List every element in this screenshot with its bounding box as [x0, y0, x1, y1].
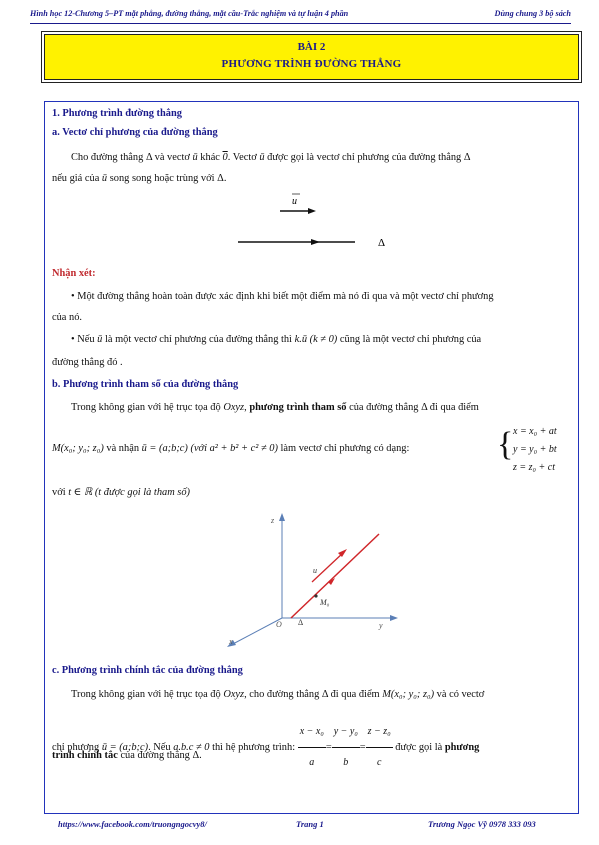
eq-y: y = y₀ + bt: [513, 444, 557, 455]
y-label: y: [379, 621, 383, 630]
footer-page-number: Trang 1: [296, 819, 324, 829]
lesson-title: PHƯƠNG TRÌNH ĐƯỜNG THẲNG: [221, 58, 402, 70]
delta-symbol: Δ: [145, 152, 153, 163]
remark-2-cont: đường thẳng đó .: [52, 357, 123, 368]
header-left: Hình học 12-Chương 5–PT mặt phẳng, đường thẳng, mặt cầu-Trắc nghiệm và tự luận 4 phần: [30, 9, 349, 18]
fraction-y: [332, 717, 360, 778]
numerator: y − y₀: [332, 717, 360, 748]
direction-vector-figure: [230, 192, 410, 252]
text: của đường thẳng Δ.: [120, 750, 202, 761]
numerator: z − z₀: [366, 717, 393, 748]
k-condition: (k ≠ 0): [309, 334, 338, 345]
text: nếu giá của: [52, 173, 100, 184]
text: được gọi là vectơ chỉ phương của đường thẳng: [267, 152, 462, 163]
para-a-line1: [71, 151, 471, 165]
header-divider: [30, 23, 571, 24]
m0-label: M₀: [320, 598, 330, 607]
text: và vectơ: [154, 152, 190, 163]
text: và nhận: [106, 443, 140, 454]
line-delta: [291, 534, 379, 618]
para-a-line2: nếu giá của ū song song hoặc trùng với Δ.: [52, 173, 227, 184]
point-m0: M(x₀; y₀; z₀): [382, 689, 435, 700]
remark-2: [71, 333, 481, 347]
title-box: [44, 34, 579, 80]
remark-1-cont: của nó.: [52, 312, 83, 323]
para-b-line1: [71, 401, 479, 415]
section-c-heading: c. Phương trình chính tắc của đường thẳng: [52, 665, 243, 676]
text: cũng là một vectơ chỉ phương của: [339, 334, 482, 345]
remark-1: • Một đường thẳng hoàn toàn được xác định khi biết một điểm mà nó đi qua và một vectơ chỉ phương: [71, 291, 494, 302]
text: ,: [244, 402, 247, 413]
k-u-expression: k.ū: [294, 334, 308, 345]
u-vector-def: ū = (a;b;c): [101, 741, 149, 753]
para-c-line2: chỉ phương ū = (a;b;c). Nếu a.b.c ≠ 0 thì hệ phương trình: $\frac{\text{x − x₀}}{a}$ = $\frac{\text{y − y₀}}{b}$ = $\frac{\text{z − z₀}}{c}$ được gọi là phương: [52, 717, 479, 778]
denominator: b: [343, 757, 349, 768]
oxyz-line-figure: [225, 510, 405, 655]
fraction-x: [298, 717, 326, 778]
delta-symbol: Δ: [463, 152, 471, 163]
text: chỉ phương: [52, 741, 100, 753]
section-1-heading: 1. Phương trình đường thẳng: [52, 108, 182, 119]
para-b-line2: [52, 442, 409, 456]
para-c-line1: [71, 688, 484, 702]
section-b-heading: b. Phương trình tham số của đường thẳng: [52, 379, 239, 390]
text: . Nếu: [148, 741, 171, 753]
u-vector-def: ū = (a;b;c): [141, 443, 188, 454]
text: • Nếu: [71, 334, 95, 345]
u-label: u: [313, 566, 317, 575]
nonzero-condition: (với a² + b² + c² ≠ 0): [190, 443, 278, 454]
zero-vector: 0: [222, 152, 228, 163]
numerator: x − x₀: [298, 717, 326, 748]
eq-x: x = x₀ + at: [513, 426, 557, 437]
arrow-head: [308, 208, 316, 214]
u-vector: ū: [192, 152, 198, 163]
text: và có vectơ: [436, 689, 485, 700]
u-vector: ū: [97, 334, 103, 345]
delta-label: Δ: [298, 618, 304, 627]
bold-term: phương trình tham số: [249, 402, 347, 413]
t-real: t ∈ ℝ: [68, 487, 93, 498]
text: . Vectơ: [227, 152, 257, 163]
bold-term: phương: [444, 741, 480, 753]
oxyz-symbol: Oxyz: [223, 402, 245, 413]
text: Trong không gian với hệ trục tọa độ: [71, 689, 221, 700]
denominator: a: [309, 757, 315, 768]
text: với: [52, 487, 66, 498]
text: làm vectơ chỉ phương có dạng:: [280, 443, 410, 454]
origin-label: O: [276, 620, 282, 629]
u-label: u: [292, 196, 297, 207]
header-right: Dùng chung 3 bộ sách: [494, 9, 571, 18]
text: thì hệ phương trình:: [212, 741, 296, 753]
text: Trong không gian với hệ trục tọa độ: [71, 402, 221, 413]
text: được gọi là: [395, 741, 443, 753]
delta-label: Δ: [378, 237, 386, 249]
parametric-system: [513, 423, 557, 477]
text: của đường thẳng Δ đi qua điểm: [349, 402, 479, 413]
section-a-heading: a. Vectơ chỉ phương của đường thẳng: [52, 127, 218, 138]
u-vector: ū: [259, 152, 265, 163]
eq-z: z = z₀ + ct: [513, 462, 555, 473]
y-arrow: [390, 615, 398, 621]
para-b-line3: [52, 486, 190, 500]
text: song song hoặc trùng với: [109, 173, 215, 184]
para-c-line3: [52, 749, 202, 763]
remark-heading: Nhận xét:: [52, 268, 96, 279]
page-header: [30, 9, 571, 18]
t-note: (t được gọi là tham số): [94, 487, 191, 498]
x-axis: [231, 618, 282, 645]
arrow-head: [311, 239, 320, 245]
point-m0: [314, 594, 317, 597]
text: , cho đường thẳng Δ đi qua điểm: [244, 689, 380, 700]
footer-author: Trương Ngọc Vỹ 0978 333 093: [428, 819, 536, 829]
footer-link[interactable]: https://www.facebook.com/truongngocvy8/: [58, 819, 207, 829]
abc-condition: a.b.c ≠ 0: [173, 741, 210, 753]
point-m0: M(x₀; y₀; z₀): [52, 443, 104, 454]
text: Cho đường thẳng: [71, 152, 144, 163]
u-vector: ū: [101, 173, 108, 184]
oxyz-symbol: Oxyz: [223, 689, 245, 700]
z-arrow: [279, 513, 285, 521]
fraction-z: [366, 717, 393, 778]
x-label: x: [229, 637, 233, 646]
text: khác: [200, 152, 220, 163]
delta-symbol: Δ: [217, 173, 224, 184]
text: là một vectơ chỉ phương của đường thẳng thì: [104, 334, 293, 345]
z-label: z: [271, 516, 275, 525]
system-brace: {: [497, 426, 514, 463]
bold-term: trình chính tắc: [52, 750, 118, 761]
lesson-number: BÀI 2: [297, 41, 326, 53]
denominator: c: [376, 757, 382, 768]
